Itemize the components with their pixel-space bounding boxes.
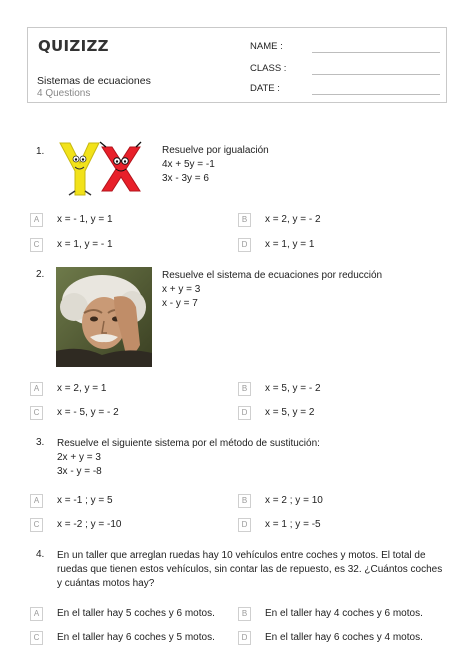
question-1-text <box>162 144 269 186</box>
question-3-line-3: 3x - y = -8 <box>57 466 102 477</box>
option-letter: C <box>30 518 43 532</box>
option-text: En el taller hay 6 coches y 4 motos. <box>265 632 423 643</box>
class-label: CLASS : <box>250 63 287 74</box>
name-line[interactable] <box>312 52 440 53</box>
date-label: DATE : <box>250 83 280 94</box>
option-letter: B <box>238 494 251 508</box>
date-line[interactable] <box>312 94 440 95</box>
xy-characters-image <box>56 141 142 197</box>
question-4-number: 4. <box>36 549 45 560</box>
option-letter: D <box>238 518 251 532</box>
question-count: 4 Questions <box>37 88 91 99</box>
option-text: x = 1 ; y = -5 <box>265 519 321 530</box>
question-3-line-2: 2x + y = 3 <box>57 452 101 463</box>
option-text: x = - 5, y = - 2 <box>57 407 119 418</box>
question-1-line-2: 4x + 5y = -1 <box>162 159 215 170</box>
option-text: x = 2 ; y = 10 <box>265 495 323 506</box>
question-2-line-1: Resuelve el sistema de ecuaciones por reducción <box>162 270 383 281</box>
option-letter: D <box>238 406 251 420</box>
option-letter: A <box>30 607 43 621</box>
option-text: x = - 1, y = 1 <box>57 214 113 225</box>
option-text: x = 2, y = - 2 <box>265 214 321 225</box>
question-2-number: 2. <box>36 269 45 280</box>
quizizz-logo: QUIZIZZ <box>38 37 109 55</box>
einstein-photo <box>56 267 152 367</box>
question-2-line-3: x - y = 7 <box>162 298 198 309</box>
question-1-line-3: 3x - 3y = 6 <box>162 173 209 184</box>
option-letter: B <box>238 382 251 396</box>
question-3-text <box>57 437 320 479</box>
option-text: x = 2, y = 1 <box>57 383 107 394</box>
option-text: x = -2 ; y = -10 <box>57 519 122 530</box>
option-letter: A <box>30 382 43 396</box>
question-2-line-2: x + y = 3 <box>162 284 201 295</box>
option-text: x = 5, y = - 2 <box>265 383 321 394</box>
option-letter: C <box>30 631 43 645</box>
question-1-number: 1. <box>36 146 45 157</box>
option-letter: C <box>30 238 43 252</box>
worksheet-title: Sistemas de ecuaciones <box>37 75 151 87</box>
option-letter: B <box>238 213 251 227</box>
class-line[interactable] <box>312 74 440 75</box>
question-3-line-1: Resuelve el siguiente sistema por el método de sustitución: <box>57 438 320 449</box>
option-text: En el taller hay 5 coches y 6 motos. <box>57 608 215 619</box>
option-text: x = 1, y = - 1 <box>57 239 113 250</box>
option-text: x = -1 ; y = 5 <box>57 495 113 506</box>
option-text: x = 5, y = 2 <box>265 407 315 418</box>
question-1-line-1: Resuelve por igualación <box>162 145 269 156</box>
option-letter: D <box>238 238 251 252</box>
option-text: x = 1, y = 1 <box>265 239 315 250</box>
option-letter: B <box>238 607 251 621</box>
option-letter: A <box>30 494 43 508</box>
option-letter: D <box>238 631 251 645</box>
worksheet-header <box>27 27 447 103</box>
option-text: En el taller hay 4 coches y 6 motos. <box>265 608 423 619</box>
option-letter: C <box>30 406 43 420</box>
question-3-number: 3. <box>36 437 45 448</box>
name-label: NAME : <box>250 41 283 52</box>
question-2-text <box>162 269 382 311</box>
question-4-text: En un taller que arreglan ruedas hay 10 vehículos entre coches y motos. El total de ruedas que tienen estos vehículos, sin contar las de repuesto, es 32. ¿Cuántos coches y cuántas motos hay? <box>57 550 443 589</box>
option-letter: A <box>30 213 43 227</box>
option-text: En el taller hay 6 coches y 5 motos. <box>57 632 215 643</box>
